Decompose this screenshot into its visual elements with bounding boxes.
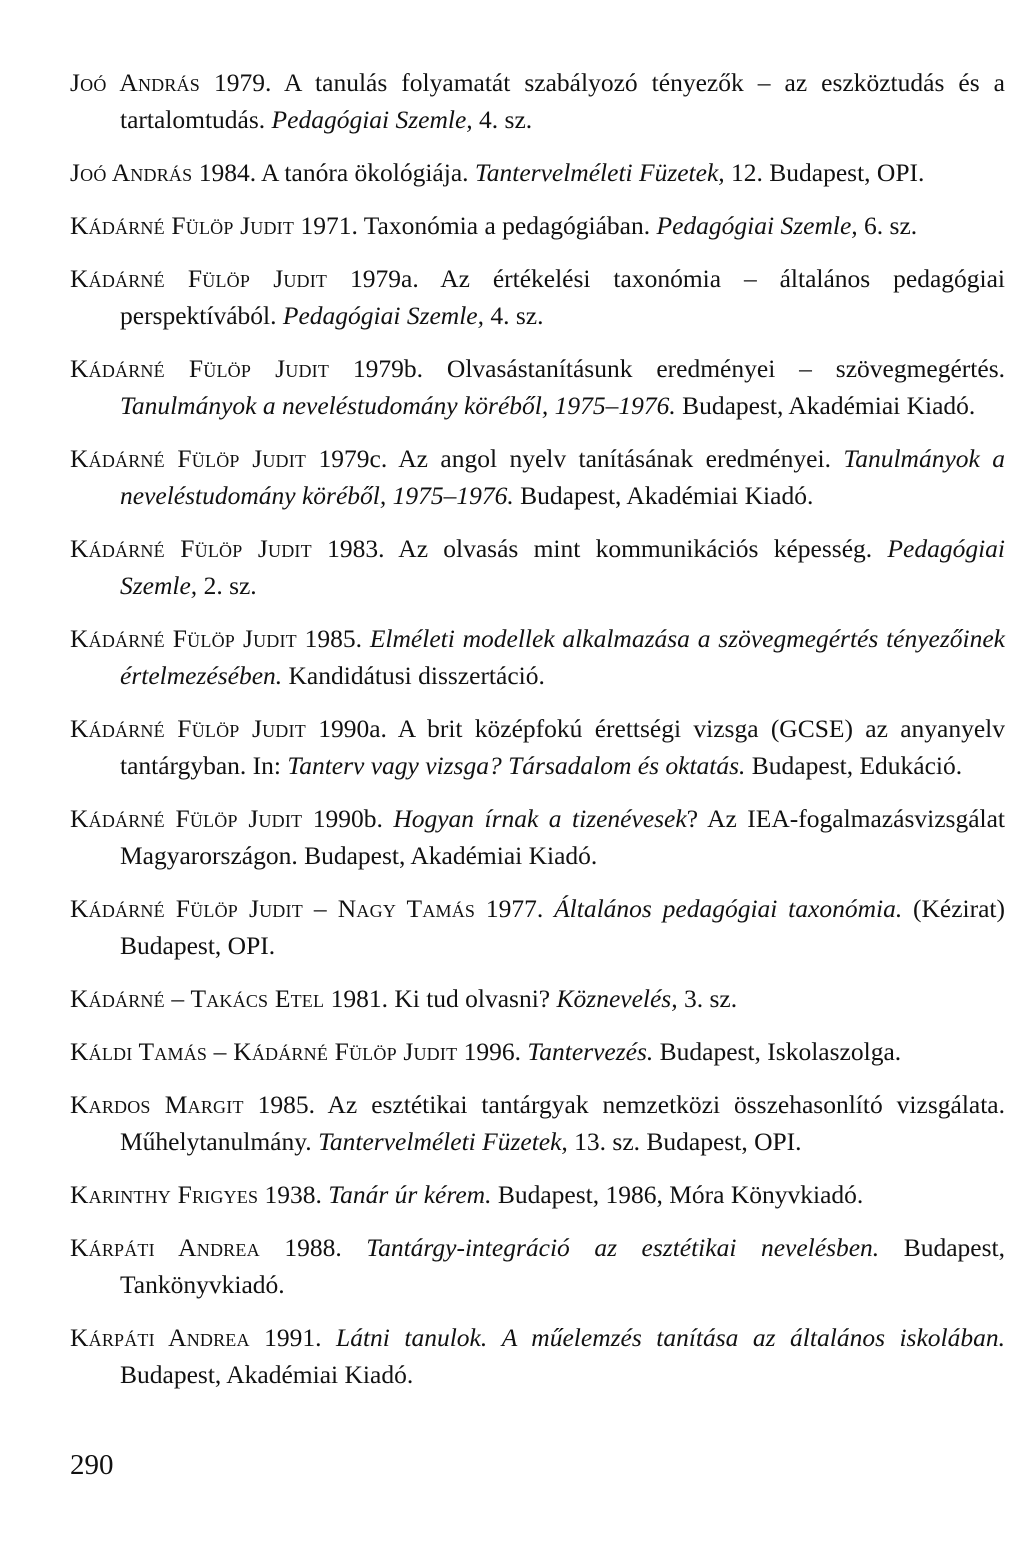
entry-author: Kádárné – Takács Etel [70,984,325,1013]
entry-author: Kádárné Fülöp Judit [70,444,307,473]
entry-text: 12. Budapest, OPI. [724,158,925,187]
bibliography-entry-12 [70,980,1005,1017]
entry-author: Kárpáti Andrea [70,1233,260,1262]
entry-text: 1979b. Olvasástanításunk eredményei – szövegmegértés. [329,354,1005,383]
bibliography-entry-17 [70,1319,1005,1393]
entry-text: 2. sz. [197,571,257,600]
entry-text: 1979a. Az értékelési taxonómia – általános pedagógiai perspektívából. [120,264,1005,330]
entry-source-title: Látni tanulok. [336,1323,488,1352]
entry-text: Budapest, Edukáció. [745,751,963,780]
entry-author: Kardos Margit [70,1090,244,1119]
entry-source-title: Tanterv vagy vizsga? Társadalom és oktatás. [287,751,746,780]
entry-source-title: Pedagógiai Szemle, [120,534,1005,600]
entry-text [487,1323,501,1352]
bibliography-entry-3 [70,207,1005,244]
bibliography-list [70,64,1005,1409]
entry-text: Budapest, Iskolaszolga. [653,1037,902,1066]
bibliography-entry-9 [70,710,1005,784]
entry-source-title: Tanulmányok a neveléstudomány köréből, 1975–1976. [120,391,676,420]
entry-author: Kádárné Fülöp Judit [70,624,297,653]
entry-text: 1983. Az olvasás mint kommunikációs képesség. [311,534,888,563]
entry-text: ? Az IEA-fogalmazásvizsgálat Magyarországon. Budapest, Akadémiai Kiadó. [120,804,1005,870]
entry-text: 3. sz. [677,984,738,1013]
entry-text: 1971. Taxonómia a pedagógiában. [294,211,657,240]
entry-text: (Kézirat) Budapest, OPI. [120,894,1006,960]
entry-author: Kádárné Fülöp Judit [70,804,303,833]
bibliography-entry-13 [70,1033,1005,1070]
entry-author: Kárpáti Andrea [70,1323,250,1352]
entry-text: Budapest, Akadémiai Kiadó. [675,391,976,420]
entry-text: 1990a. A brit középfokú érettségi vizsga (GCSE) az anyanyelv tantárgyban. In: [120,714,1005,780]
bibliography-entry-4 [70,260,1005,334]
entry-text: 1988. [259,1233,367,1262]
entry-source-subtitle: A műelemzés tanítása az általános iskolában. [501,1323,1005,1352]
bibliography-entry-14 [70,1086,1005,1160]
entry-text: 4. sz. [472,105,533,134]
entry-source-title: Pedagógiai Szemle, [271,105,473,134]
entry-source-title: Általános pedagógiai taxonómia. [554,894,903,923]
bibliography-entry-7 [70,530,1005,604]
entry-author: Kádárné Fülöp Judit [70,264,328,293]
entry-text: 1996. [457,1037,528,1066]
entry-source-title: Tantervelméleti Füzetek, [318,1127,568,1156]
entry-text: Budapest, Akadémiai Kiadó. [513,481,814,510]
entry-text: 1979c. Az angol nyelv tanításának eredményei. [306,444,844,473]
entry-text: 1984. A tanóra ökológiája. [192,158,475,187]
page-number: 290 [70,1449,114,1481]
bibliography-entry-2 [70,154,1005,191]
bibliography-entry-11 [70,890,1005,964]
entry-author: Káldi Tamás – Kádárné Fülöp Judit [70,1037,458,1066]
entry-text: 4. sz. [484,301,544,330]
entry-author: Kádárné Fülöp Judit [70,714,306,743]
entry-source-title: Pedagógiai Szemle, [656,211,858,240]
entry-source-title: Tanár úr kérem. [328,1180,492,1209]
entry-text: 1938. [258,1180,329,1209]
entry-text: Budapest, Tankönyvkiadó. [120,1233,1006,1299]
entry-source-title: Hogyan írnak a tizenévesek [393,804,687,833]
entry-source-title: Köznevelés, [556,984,678,1013]
bibliography-entry-15 [70,1176,1005,1213]
entry-author: Joó András [70,68,200,97]
entry-source-title: Elméleti modellek alkalmazása a szövegmegértés tényezőinek értelmezésében. [120,624,1006,690]
entry-text: 1985. Az esztétikai tantárgyak nemzetközi összehasonlító vizsgálata. Műhelytanulmány. [120,1090,1005,1156]
entry-author: Kádárné Fülöp Judit [70,354,330,383]
entry-author: Kádárné Fülöp Judit – Nagy Tamás [70,894,476,923]
entry-source-title: Tanulmányok a neveléstudomány köréből, 1975–1976. [120,444,1005,510]
entry-author: Joó András [70,158,193,187]
entry-text: 6. sz. [857,211,918,240]
entry-text: Budapest, Akadémiai Kiadó. [120,1360,414,1389]
entry-text: Kandidátusi disszertáció. [282,661,545,690]
entry-source-title: Tantervezés. [527,1037,654,1066]
entry-text: 13. sz. Budapest, OPI. [567,1127,802,1156]
entry-author: Kádárné Fülöp Judit [70,211,295,240]
bibliography-entry-16 [70,1229,1005,1303]
entry-text: 1979. A tanulás folyamatát szabályozó tényezők – az eszköztudás és a tartalomtudás. [120,68,1005,134]
bibliography-entry-8 [70,620,1005,694]
entry-text: 1990b. [302,804,394,833]
entry-source-title: Tantárgy-integráció az esztétikai nevelésben. [366,1233,880,1262]
entry-source-title: Tantervelméleti Füzetek, [474,158,725,187]
entry-text: Budapest, 1986, Móra Könyvkiadó. [491,1180,864,1209]
bibliography-entry-5 [70,350,1005,424]
entry-source-title: Pedagógiai Szemle, [282,301,484,330]
bibliography-entry-10 [70,800,1005,874]
bibliography-entry-1 [70,64,1005,138]
entry-text: 1991. [249,1323,337,1352]
entry-text: 1985. [296,624,370,653]
entry-author: Karinthy Frigyes [70,1180,259,1209]
bibliography-entry-6 [70,440,1005,514]
entry-text: 1977. [475,894,555,923]
entry-author: Kádárné Fülöp Judit [70,534,312,563]
entry-text: 1981. Ki tud olvasni? [324,984,557,1013]
